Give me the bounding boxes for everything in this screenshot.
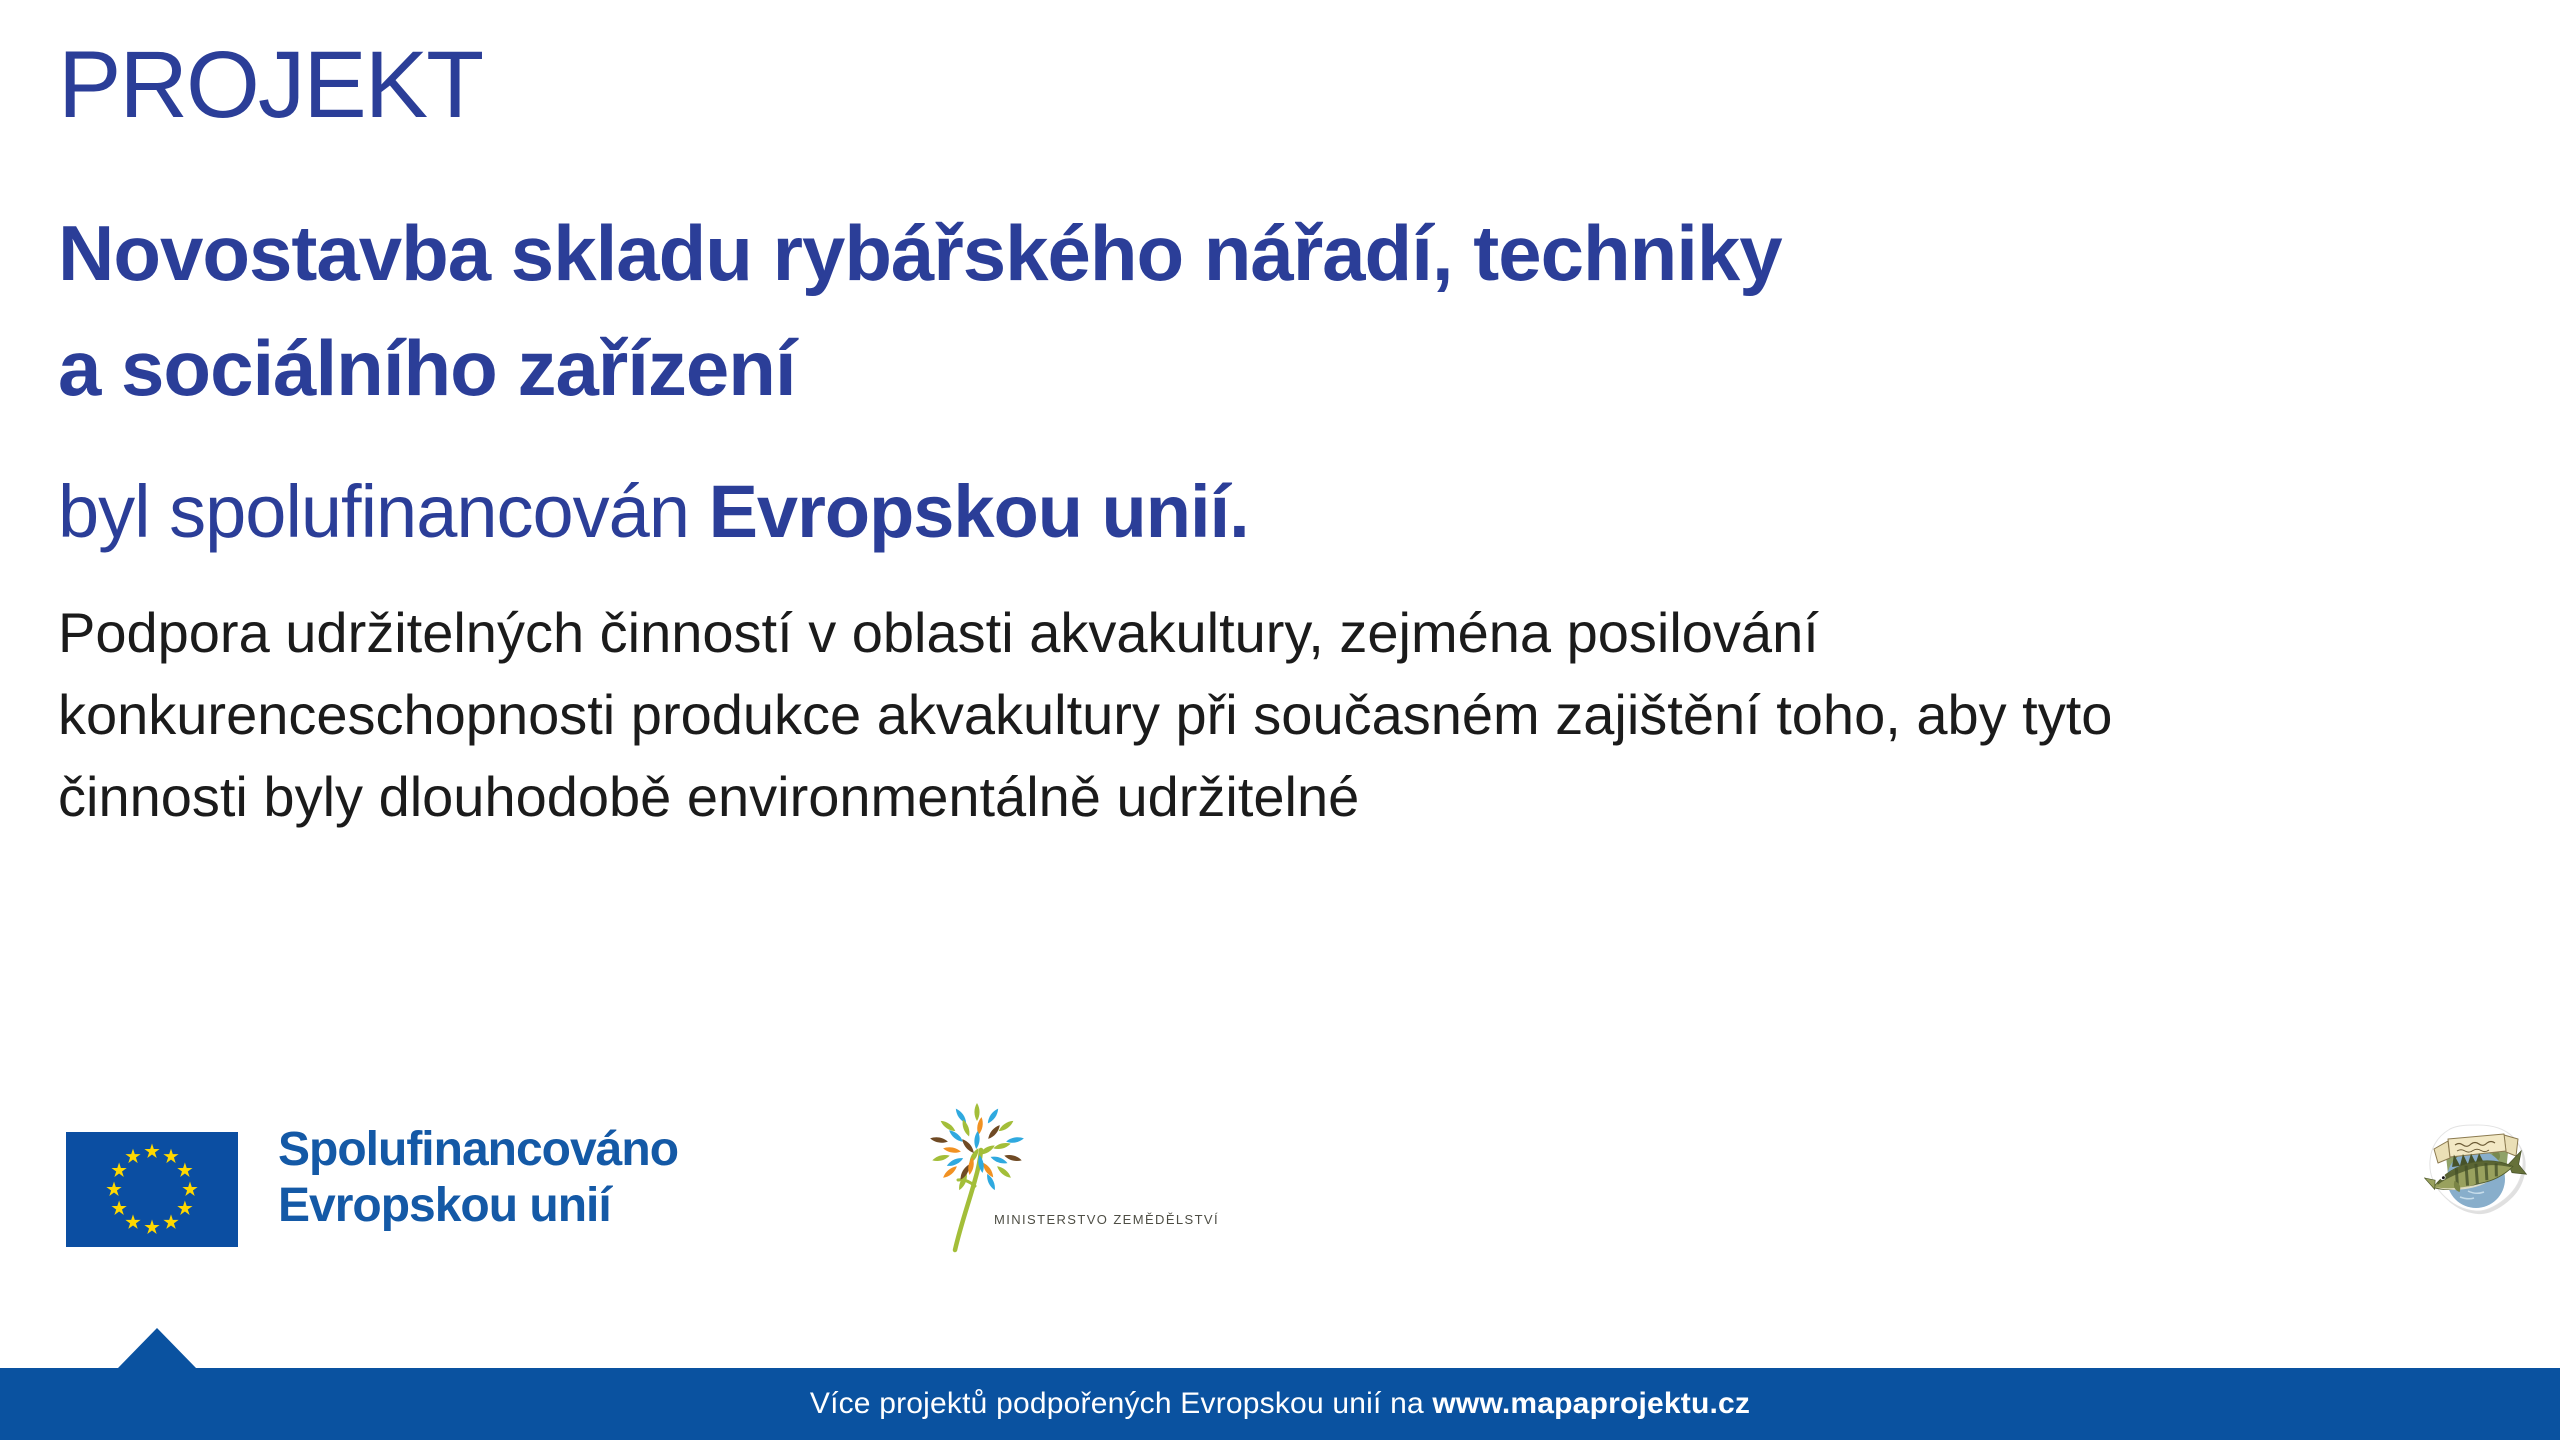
project-description-line-2: konkurenceschopnosti produkce akvakultury při současném zajištění toho, aby tyto (58, 683, 2113, 746)
project-description (58, 592, 2112, 838)
footer-text-regular: Více projektů podpořených Evropskou unií na (809, 1387, 1433, 1420)
footer-url: www.mapaprojektu.cz (1432, 1387, 1751, 1420)
ministry-label: MINISTERSTVO ZEMĚDĚLSTVÍ (994, 1212, 1220, 1227)
funding-statement-bold: Evropskou unií. (708, 470, 1249, 553)
funding-statement-regular: byl spolufinancován (58, 470, 709, 553)
eu-cofunded-label-line-2: Evropskou unií (278, 1179, 611, 1232)
project-description-line-1: Podpora udržitelných činností v oblasti akvakultury, zejména posilování (58, 601, 1819, 664)
footer-pointer-triangle (118, 1328, 196, 1368)
project-description-line-3: činnosti byly dlouhodobě environmentálně udržitelné (58, 765, 1360, 828)
ministry-tree-icon (925, 1102, 1030, 1254)
funding-statement (58, 466, 1249, 558)
footer-bar (0, 1368, 2560, 1440)
project-title-line-2: a sociálního zařízení (58, 324, 796, 412)
fishing-club-badge-icon (2424, 1118, 2528, 1218)
project-kicker: PROJEKT (58, 32, 483, 138)
eu-cofunded-label (278, 1122, 678, 1234)
project-title-line-1: Novostavba skladu rybářského nářadí, techniky (58, 209, 1782, 297)
eu-flag-icon (66, 1132, 238, 1247)
footer-text (810, 1387, 1750, 1421)
project-title (58, 196, 1782, 426)
eu-cofunded-label-line-1: Spolufinancováno (278, 1123, 679, 1176)
